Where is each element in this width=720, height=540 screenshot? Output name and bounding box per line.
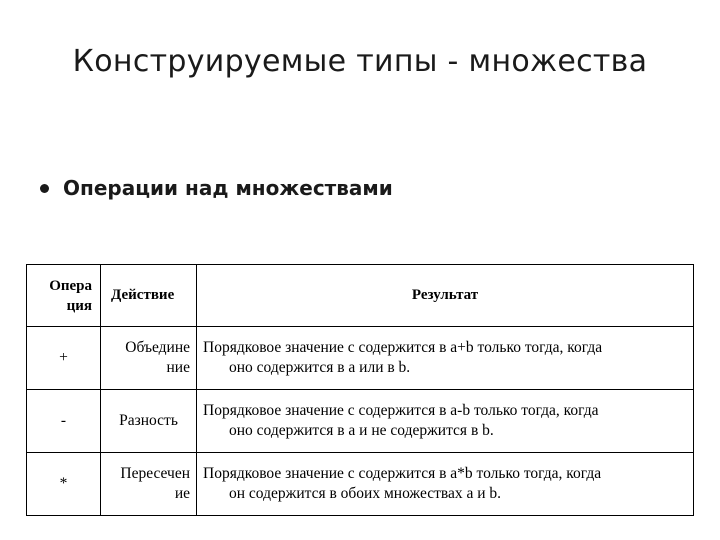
table-header-row xyxy=(27,265,694,327)
cell-result xyxy=(197,327,694,390)
cell-action-line1: Объедине xyxy=(125,339,190,356)
operations-table xyxy=(26,264,694,516)
header-action: Действие xyxy=(101,265,197,327)
cell-action xyxy=(101,453,197,516)
cell-result-line1: Порядковое значение с содержится в a+b только тогда, когда xyxy=(203,339,603,356)
cell-operation: - xyxy=(27,390,101,453)
header-operation-line1: Опера xyxy=(49,277,92,294)
table-row xyxy=(27,453,694,516)
cell-action xyxy=(101,390,197,453)
cell-action xyxy=(101,327,197,390)
cell-result xyxy=(197,390,694,453)
table-row xyxy=(27,390,694,453)
cell-result-line2: оно содержится в a или в b. xyxy=(229,359,411,376)
cell-result-line1: Порядковое значение с содержится в a-b только тогда, когда xyxy=(203,402,599,419)
cell-operation: * xyxy=(27,453,101,516)
table-row xyxy=(27,327,694,390)
cell-result-line2: оно содержится в a и не содержится в b. xyxy=(229,422,494,439)
cell-action-line2: ие xyxy=(174,485,190,502)
bullet-item xyxy=(40,176,393,200)
header-result: Результат xyxy=(197,265,694,327)
cell-action-line2: ние xyxy=(166,359,190,376)
cell-action-line1: Разность xyxy=(119,412,178,429)
bullet-text: Операции над множествами xyxy=(63,176,393,200)
cell-result-line1: Порядковое значение с содержится в a*b только тогда, когда xyxy=(203,465,602,482)
slide-title: Конструируемые типы - множества xyxy=(72,44,648,79)
header-operation xyxy=(27,265,101,327)
cell-result-line2: он содержится в обоих множествах a и b. xyxy=(229,485,502,502)
bullet-dot-icon xyxy=(40,184,49,193)
cell-result xyxy=(197,453,694,516)
cell-action-line1: Пересечен xyxy=(120,465,190,482)
header-operation-line2: ция xyxy=(66,297,92,314)
cell-operation: + xyxy=(27,327,101,390)
